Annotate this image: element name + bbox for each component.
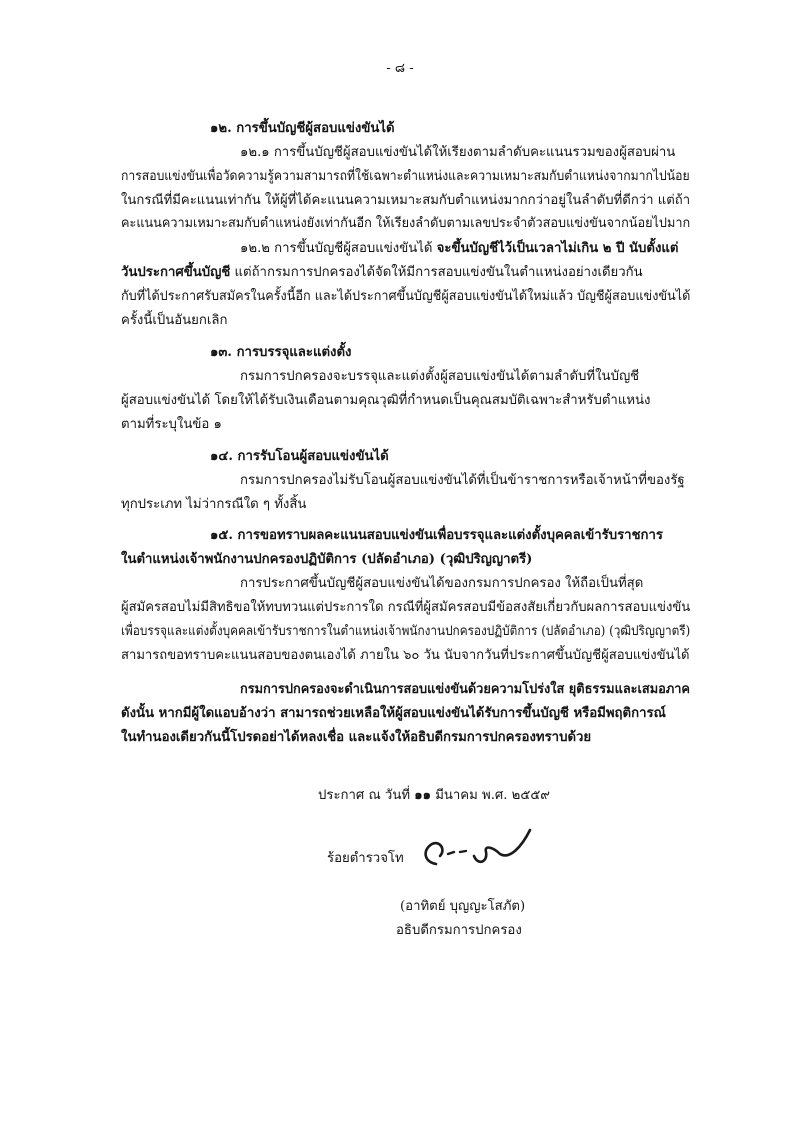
s12-p2-line-1 [240,240,679,258]
s12-p1-line-2: การสอบแข่งขันเพื่อวัดความรู้ความสามารถที่ใช้เฉพาะตำแหน่งและความเหมาะสมกับตำแหน่งจากมากไปน้อย [121,169,690,184]
notice-line-1: กรมการปกครองจะดำเนินการสอบแข่งขันด้วยความโปร่งใส ยุติธรรมและเสมอภาค [240,682,690,697]
announcement-prefix: ประกาศ ณ วันที่ [318,788,411,803]
notice-line-2: ดังนั้น หากมีผู้ใดแอบอ้างว่า สามารถช่วยเหลือให้ผู้สอบแข่งขันได้รับการขึ้นบัญชี หรือมีพฤติการณ์ [121,706,666,721]
announcement-day: ๑๑ [414,788,431,803]
section-15-heading-line-2: ในตำแหน่งเจ้าพนักงานปกครองปฏิบัติการ (ปลัดอำเภอ) (วุฒิปริญญาตรี) [121,552,533,567]
s15-line-4: สามารถขอทราบคะแนนสอบของตนเองได้ ภายใน ๖๐ วัน นับจากวันที่ประกาศขึ้นบัญชีผู้สอบแข่งขันได้ [121,648,690,663]
signer-title: อธิบดีกรมการปกครอง [396,923,522,938]
handwritten-signature [418,826,538,872]
s12-p2-line-4: ครั้งนี้เป็นอันยกเลิก [121,313,228,328]
notice-line-3: ในทำนองเดียวกันนี้โปรดอย่าได้หลงเชื่อ และแจ้งให้อธิบดีกรมการปกครองทราบด้วย [121,730,592,745]
s12-p1-line-1: ๑๒.๑ การขึ้นบัญชีผู้สอบแข่งขันได้ให้เรียงตามลำดับคะแนนรวมของผู้สอบผ่าน [240,145,676,160]
s15-line-1: การประกาศขึ้นบัญชีผู้สอบแข่งขันได้ของกรมการปกครอง ให้ถือเป็นที่สุด [240,576,644,591]
signer-name: (อาทิตย์ บุญญะโสภัต) [400,899,526,914]
signer-rank: ร้อยตำรวจโท [327,851,404,866]
s15-line-2: ผู้สมัครสอบไม่มีสิทธิขอให้ทบทวนแต่ประการใด กรณีที่ผู้สมัครสอบมีข้อสงสัยเกี่ยวกับผลการสอบแข่งขัน [121,600,691,615]
s14-line-2: ทุกประเภท ไม่ว่ากรณีใด ๆ ทั้งสิ้น [121,497,307,512]
s12-p1-line-3: ในกรณีที่มีคะแนนเท่ากัน ให้ผู้ที่ได้คะแนนความเหมาะสมกับตำแหน่งมากกว่าอยู่ในลำดับที่ดีกว่า แต่ถ้า [121,193,691,208]
s12-p2-line-1-normal: ๑๒.๒ การขึ้นบัญชีผู้สอบแข่งขันได้ [240,241,437,256]
s13-line-2: ผู้สอบแข่งขันได้ โดยให้ได้รับเงินเดือนตามคุณวุฒิที่กำหนดเป็นคุณสมบัติเฉพาะสำหรับตำแหน่ง [121,393,651,408]
section-14-heading: ๑๔. การรับโอนผู้สอบแข่งขันได้ [210,449,389,464]
s15-line-3: เพื่อบรรจุและแต่งตั้งบุคคลเข้ารับราชการในตำแหน่งเจ้าพนักงานปกครองปฏิบัติการ (ปลัดอำเภอ) (วุฒิปริญญาตรี) [121,624,691,639]
section-15-heading-line-1: ๑๕. การขอทราบผลคะแนนสอบแข่งขันเพื่อบรรจุและแต่งตั้งบุคคลเข้ารับราชการ [210,528,664,543]
section-12-heading: ๑๒. การขึ้นบัญชีผู้สอบแข่งขันได้ [210,121,395,136]
s14-line-1: กรมการปกครองไม่รับโอนผู้สอบแข่งขันได้ที่เป็นข้าราชการหรือเจ้าหน้าที่ของรัฐ [240,473,685,488]
page-number: - ๘ - [386,61,414,76]
announcement-month-year: มีนาคม พ.ศ. ๒๕๕๙ [435,788,550,803]
s12-p2-line-3: กับที่ได้ประกาศรับสมัครในครั้งนี้อีก และได้ประกาศขึ้นบัญชีผู้สอบแข่งขันได้ใหม่แล้ว บัญชีผู้สอบแข่งขันได้ [121,289,691,304]
section-13-heading: ๑๓. การบรรจุและแต่งตั้ง [210,345,352,360]
s12-p2-line-1-bold: จะขึ้นบัญชีไว้เป็นเวลาไม่เกิน ๒ ปี นับตั้งแต่ [436,241,679,256]
s13-line-3: ตามที่ระบุในข้อ ๑ [121,417,222,432]
s12-p1-line-4: คะแนนความเหมาะสมกับตำแหน่งยังเท่ากันอีก ให้เรียงลำดับตามเลขประจำตัวสอบแข่งขันจากน้อยไปมาก [121,216,691,231]
s12-p2-line-2-normal: แต่ถ้ากรมการปกครองได้จัดให้มีการสอบแข่งขันในตำแหน่งอย่างเดียวกัน [230,265,643,280]
s12-p2-line-2 [121,264,643,282]
announcement-date [318,787,550,805]
s13-line-1: กรมการปกครองจะบรรจุและแต่งตั้งผู้สอบแข่งขันได้ตามลำดับที่ในบัญชี [240,369,640,384]
s12-p2-line-2-bold: วันประกาศขึ้นบัญชี [121,265,231,280]
